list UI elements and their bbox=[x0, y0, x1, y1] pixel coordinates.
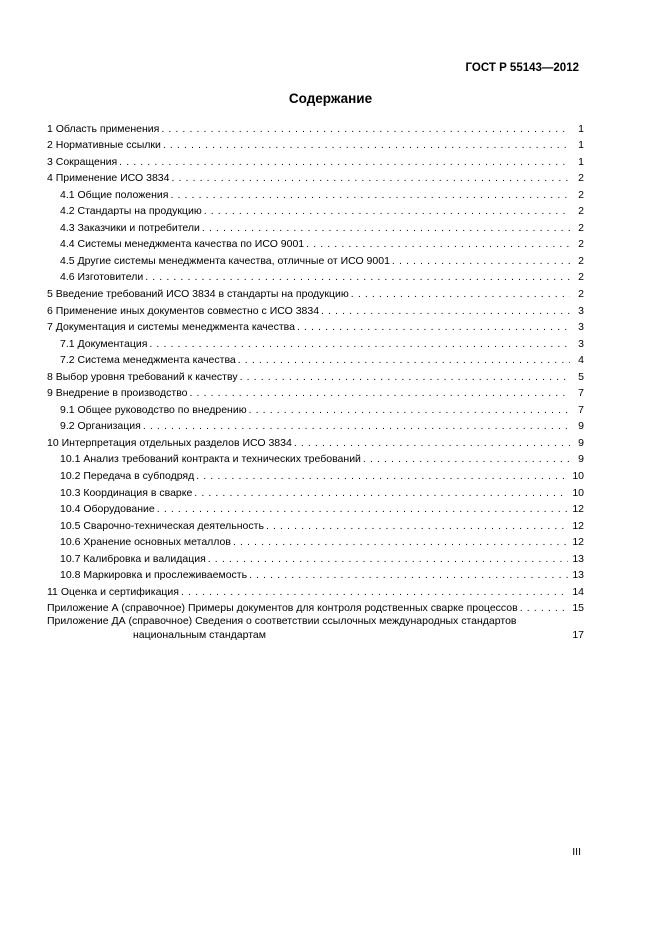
toc-entry[interactable] bbox=[47, 599, 584, 616]
toc-leader-dots bbox=[204, 205, 570, 218]
toc-entry-page: 4 bbox=[578, 354, 584, 367]
toc-entry-page: 2 bbox=[578, 271, 584, 284]
toc-leader-dots bbox=[196, 470, 568, 483]
toc-entry-page: 3 bbox=[578, 321, 584, 334]
toc-entry-page: 1 bbox=[578, 155, 584, 168]
toc-entry-page: 12 bbox=[572, 519, 584, 532]
toc-entry-label: 6 Применение иных документов совместно с ИСО 3834 bbox=[47, 304, 320, 317]
toc-entry-label: 7.1 Документация bbox=[60, 337, 148, 350]
toc-entry-page: 15 bbox=[572, 602, 584, 615]
page-number: III bbox=[572, 846, 581, 858]
toc-entry-label: Приложение А (справочное) Примеры документов для контроля родственных сварке процессов bbox=[47, 602, 518, 615]
toc-entry-page: 14 bbox=[572, 585, 584, 598]
toc-entry-label: 10.7 Калибровка и валидация bbox=[60, 552, 206, 565]
toc-entry-page: 2 bbox=[578, 254, 584, 267]
toc-entry-label: 10.5 Сварочно-техническая деятельность bbox=[60, 519, 264, 532]
toc-entry[interactable] bbox=[47, 450, 584, 467]
toc-entry[interactable] bbox=[47, 466, 584, 483]
toc-entry-page: 2 bbox=[578, 221, 584, 234]
toc-leader-dots bbox=[294, 437, 570, 450]
toc-entry-label-continued: национальным стандартам bbox=[133, 628, 266, 641]
toc-entry[interactable] bbox=[47, 549, 584, 566]
toc-entry-label: 9 Внедрение в производство bbox=[47, 387, 188, 400]
toc-entry-label: 4.1 Общие положения bbox=[60, 188, 169, 201]
toc-entry-page: 2 bbox=[578, 238, 584, 251]
toc-entry-page: 13 bbox=[572, 552, 584, 565]
toc-leader-dots bbox=[170, 189, 570, 202]
toc-entry-page: 2 bbox=[578, 188, 584, 201]
toc-entry-page: 2 bbox=[578, 172, 584, 185]
toc-entry[interactable] bbox=[47, 119, 584, 136]
toc-entry-page: 1 bbox=[578, 122, 584, 135]
toc-entry-page: 7 bbox=[578, 387, 584, 400]
toc-entry-label: 8 Выбор уровня требований к качеству bbox=[47, 370, 238, 383]
toc-entry[interactable] bbox=[47, 136, 584, 153]
toc-entry-label: 4 Применение ИСО 3834 bbox=[47, 172, 170, 185]
toc-entry-page: 7 bbox=[578, 403, 584, 416]
toc-entry[interactable] bbox=[47, 433, 584, 450]
toc-entry-label: 4.3 Заказчики и потребители bbox=[60, 221, 200, 234]
toc-entry-annex-da[interactable] bbox=[47, 615, 584, 642]
toc-entry[interactable] bbox=[47, 251, 584, 268]
toc-leader-dots bbox=[181, 586, 568, 599]
toc-leader-dots bbox=[194, 487, 568, 500]
document-code: ГОСТ Р 55143—2012 bbox=[465, 62, 579, 74]
toc-entry-label: 4.6 Изготовители bbox=[60, 271, 144, 284]
toc-entry[interactable] bbox=[47, 218, 584, 235]
toc-entry[interactable] bbox=[47, 235, 584, 252]
toc-entry-page: 13 bbox=[572, 569, 584, 582]
toc-entry[interactable] bbox=[47, 516, 584, 533]
toc-entry-label: 10.4 Оборудование bbox=[60, 503, 155, 516]
toc-entry-label: 2 Нормативные ссылки bbox=[47, 139, 161, 152]
toc-leader-dots bbox=[249, 569, 568, 582]
toc-entry[interactable] bbox=[47, 185, 584, 202]
toc-leader-dots bbox=[321, 305, 570, 318]
toc-entry-label: 4.4 Системы менеджмента качества по ИСО 9001 bbox=[60, 238, 305, 251]
toc-entry-label: 9.2 Организация bbox=[60, 420, 141, 433]
toc-leader-dots bbox=[145, 271, 570, 284]
toc-entry[interactable] bbox=[47, 169, 584, 186]
toc-entry-label: 10.3 Координация в сварке bbox=[60, 486, 193, 499]
toc-entry[interactable] bbox=[47, 417, 584, 434]
toc-leader-dots bbox=[143, 420, 570, 433]
toc-entry-label: 5 Введение требований ИСО 3834 в стандарты на продукцию bbox=[47, 288, 349, 301]
toc-entry-page: 12 bbox=[572, 536, 584, 549]
toc-entry[interactable] bbox=[47, 582, 584, 599]
toc-entry-page: 2 bbox=[578, 205, 584, 218]
toc-leader-dots bbox=[202, 222, 570, 235]
toc-entry[interactable] bbox=[47, 367, 584, 384]
toc-entry-page: 9 bbox=[578, 420, 584, 433]
toc-entry-label: 7.2 Система менеджмента качества bbox=[60, 354, 236, 367]
toc-leader-dots bbox=[266, 520, 568, 533]
toc-entry-label: 10.8 Маркировка и прослеживаемость bbox=[60, 569, 248, 582]
toc-leader-dots bbox=[363, 453, 570, 466]
toc-entry[interactable] bbox=[47, 334, 584, 351]
toc-entry-label: 11 Оценка и сертификация bbox=[47, 585, 179, 598]
toc-entry-page: 2 bbox=[578, 288, 584, 301]
toc-entry-label: 10.2 Передача в субподряд bbox=[60, 470, 195, 483]
toc-entry-page: 9 bbox=[578, 453, 584, 466]
toc-leader-dots bbox=[157, 503, 569, 516]
toc-leader-dots bbox=[240, 371, 570, 384]
toc-leader-dots bbox=[171, 172, 570, 185]
toc-entry-page: 5 bbox=[578, 370, 584, 383]
toc-entry[interactable] bbox=[47, 500, 584, 517]
toc-entry[interactable] bbox=[47, 301, 584, 318]
toc-entry-label: 9.1 Общее руководство по внедрению bbox=[60, 403, 247, 416]
toc-leader-dots bbox=[520, 602, 569, 615]
toc-entry-label: Приложение ДА (справочное) Сведения о соответствии ссылочных международных стандартов bbox=[47, 615, 517, 628]
toc-leader-dots bbox=[351, 288, 570, 301]
toc-leader-dots bbox=[149, 338, 570, 351]
toc-entry-page: 17 bbox=[572, 628, 584, 641]
toc-entry[interactable] bbox=[47, 533, 584, 550]
toc-leader-dots bbox=[163, 139, 570, 152]
toc-entry[interactable] bbox=[47, 318, 584, 335]
toc-entry[interactable] bbox=[47, 268, 584, 285]
toc-entry-page: 10 bbox=[572, 470, 584, 483]
toc-entry[interactable] bbox=[47, 483, 584, 500]
toc-entry[interactable] bbox=[47, 400, 584, 417]
table-of-contents bbox=[47, 119, 584, 642]
toc-title: Содержание bbox=[288, 91, 373, 106]
toc-entry-page: 9 bbox=[578, 436, 584, 449]
toc-entry-page: 10 bbox=[572, 486, 584, 499]
toc-leader-dots bbox=[249, 404, 570, 417]
toc-entry-label: 10.6 Хранение основных металлов bbox=[60, 536, 231, 549]
toc-entry[interactable] bbox=[47, 152, 584, 169]
toc-leader-dots bbox=[233, 536, 568, 549]
toc-leader-dots bbox=[190, 387, 571, 400]
toc-entry[interactable] bbox=[47, 351, 584, 368]
toc-entry-page: 3 bbox=[578, 337, 584, 350]
toc-leader-dots bbox=[119, 156, 570, 169]
toc-entry-label: 3 Сокращения bbox=[47, 155, 118, 168]
toc-leader-dots bbox=[208, 553, 569, 566]
toc-entry[interactable] bbox=[47, 566, 584, 583]
toc-entry-page: 3 bbox=[578, 304, 584, 317]
toc-entry[interactable] bbox=[47, 384, 584, 401]
toc-entry-label: 10 Интерпретация отдельных разделов ИСО 3834 bbox=[47, 436, 292, 449]
toc-leader-dots bbox=[238, 354, 570, 367]
toc-leader-dots bbox=[392, 255, 570, 268]
toc-entry-page: 12 bbox=[572, 503, 584, 516]
toc-entry[interactable] bbox=[47, 284, 584, 301]
toc-entry-label: 10.1 Анализ требований контракта и технических требований bbox=[60, 453, 361, 466]
toc-entry-label: 4.5 Другие системы менеджмента качества, отличные от ИСО 9001 bbox=[60, 254, 390, 267]
toc-entry-page: 1 bbox=[578, 139, 584, 152]
toc-entry-label: 4.2 Стандарты на продукцию bbox=[60, 205, 202, 218]
toc-leader-dots bbox=[161, 123, 570, 136]
toc-leader-dots bbox=[297, 321, 570, 334]
toc-leader-dots bbox=[306, 238, 570, 251]
toc-entry-label: 1 Область применения bbox=[47, 122, 160, 135]
toc-entry[interactable] bbox=[47, 202, 584, 219]
toc-entry-label: 7 Документация и системы менеджмента качества bbox=[47, 321, 295, 334]
